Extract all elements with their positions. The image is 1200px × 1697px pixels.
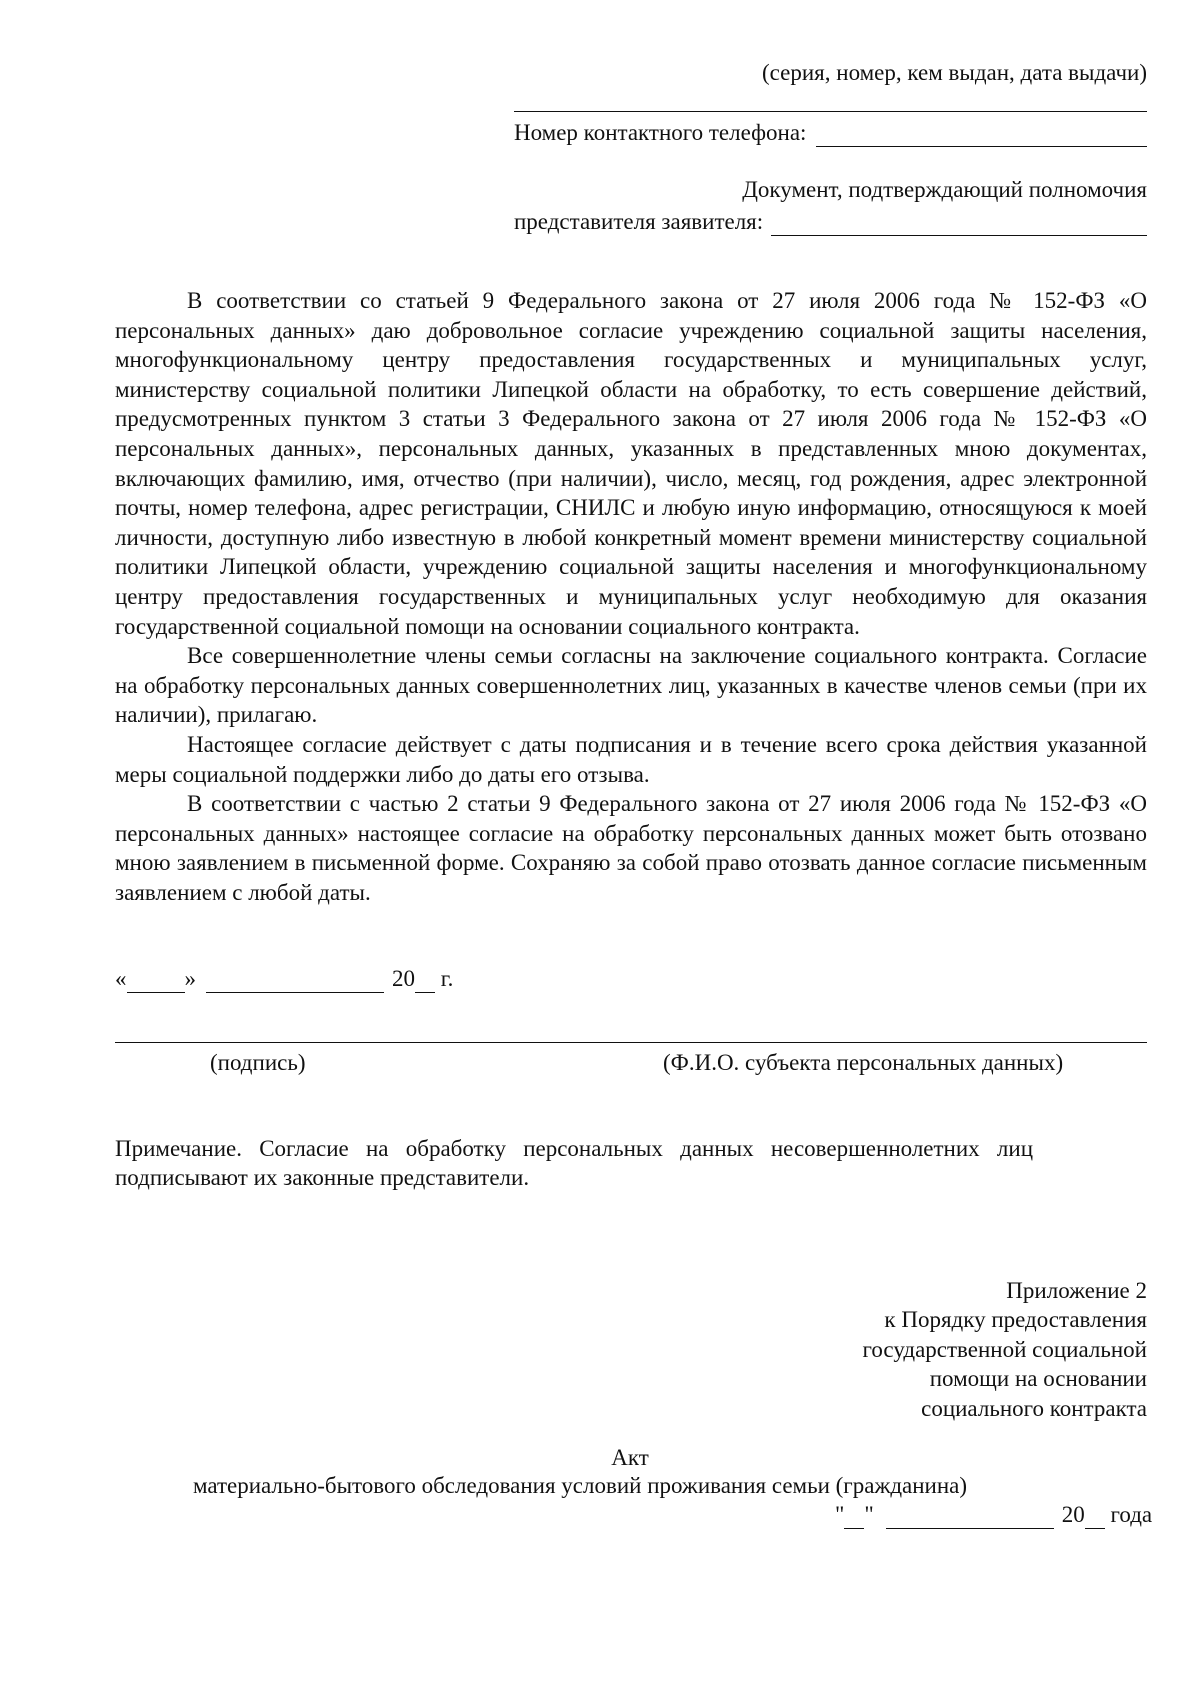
representative-label: представителя заявителя: xyxy=(514,209,764,234)
fio-caption: (Ф.И.О. субъекта персональных данных) xyxy=(663,1050,1064,1075)
appendix-line: государственной социальной xyxy=(862,1336,1147,1362)
representative-doc-field xyxy=(514,207,1147,236)
year-fill-line[interactable] xyxy=(415,970,435,993)
note-line: подписывают их законные представители. xyxy=(115,1165,530,1190)
act-month-fill-line[interactable] xyxy=(886,1506,1054,1529)
consent-paragraph: Настоящее согласие действует с даты подписания и в течение всего срока действия указанной меры социальной поддержки либо до даты его отзыва. xyxy=(115,731,1147,787)
date-open-quote: « xyxy=(115,966,127,991)
passport-fill-line[interactable] xyxy=(514,111,1147,112)
appendix-line: помощи на основании xyxy=(929,1366,1147,1392)
act-day-fill-line[interactable] xyxy=(844,1506,864,1529)
act-subtitle: материально-бытового обследования условий проживания семьи (гражданина) xyxy=(192,1473,968,1498)
note-line: Примечание. Согласие на обработку персональных данных несовершеннолетних лиц xyxy=(115,1136,1034,1161)
act-title: Акт xyxy=(611,1445,649,1470)
signature-fill-line[interactable] xyxy=(115,1042,1147,1043)
act-date-line xyxy=(835,1500,1152,1529)
year-prefix: 20 xyxy=(392,966,415,991)
consent-date-line xyxy=(115,964,453,993)
appendix-line: социального контракта xyxy=(921,1395,1147,1421)
month-fill-line[interactable] xyxy=(206,970,384,993)
consent-paragraph: В соответствии с частью 2 статьи 9 Федерального закона от 27 июля 2006 года № 152-ФЗ «О персональных данных» настоящее согласие на обработку персональных данных может быть отозвано мною заявлением в письменной форме. Сохраняю за собой право отозвать данное согласие письменным заявлением с любой даты. xyxy=(115,791,1147,905)
phone-fill-line[interactable] xyxy=(816,124,1147,147)
representative-fill-line[interactable] xyxy=(771,213,1147,236)
day-fill-line[interactable] xyxy=(127,970,185,993)
passport-caption: (серия, номер, кем выдан, дата выдачи) xyxy=(762,60,1147,85)
act-date-open-quote: " xyxy=(835,1502,845,1527)
act-year-prefix: 20 xyxy=(1061,1502,1085,1527)
appendix-line: к Порядку предоставления xyxy=(884,1307,1147,1333)
consent-paragraph: Все совершеннолетние члены семьи согласны на заключение социального контракта. Согласие на обработку персональных данных совершеннолетних лиц, указанных в качестве членов семьи (при их наличии), прилагаю. xyxy=(115,643,1147,728)
act-date-close-quote: " xyxy=(864,1502,874,1527)
representative-doc-label: Документ, подтверждающий полномочия xyxy=(742,177,1147,202)
appendix-line: Приложение 2 xyxy=(1006,1278,1147,1303)
phone-label: Номер контактного телефона: xyxy=(514,120,807,145)
signature-caption: (подпись) xyxy=(210,1050,306,1075)
note xyxy=(115,1134,1147,1192)
appendix-header xyxy=(700,1276,1147,1423)
act-year-suffix: года xyxy=(1104,1502,1153,1527)
phone-field xyxy=(514,118,1147,147)
consent-paragraph: В соответствии со статьей 9 Федерального закона от 27 июля 2006 года № 152-ФЗ «О персональных данных» даю добровольное согласие учреждению социальной защиты населения, многофункциональному центру предоставления государственных и муниципальных услуг, министерству социальной политики Липецкой области на обработку, то есть совершение действий, предусмотренных пунктом 3 статьи 3 Федерального закона от 27 июля 2006 года № 152-ФЗ «О персональных данных», персональных данных, указанных в представленных мною документах, включающих фамилию, имя, отчество (при наличии), число, месяц, год рождения, адрес электронной почты, номер телефона, адрес регистрации, СНИЛС и любую иную информацию, относящуюся к моей личности, доступную либо известную в любой конкретный момент времени министерству социальной политики Липецкой области, учреждению социальной защиты населения и многофункциональному центру предоставления государственных и муниципальных услуг необходимую для оказания государственной социальной помощи на основании социального контракта. xyxy=(115,288,1147,639)
date-close-quote: » xyxy=(184,966,196,991)
act-year-fill-line[interactable] xyxy=(1085,1506,1105,1529)
consent-text xyxy=(115,286,1147,907)
year-suffix: г. xyxy=(435,966,454,991)
